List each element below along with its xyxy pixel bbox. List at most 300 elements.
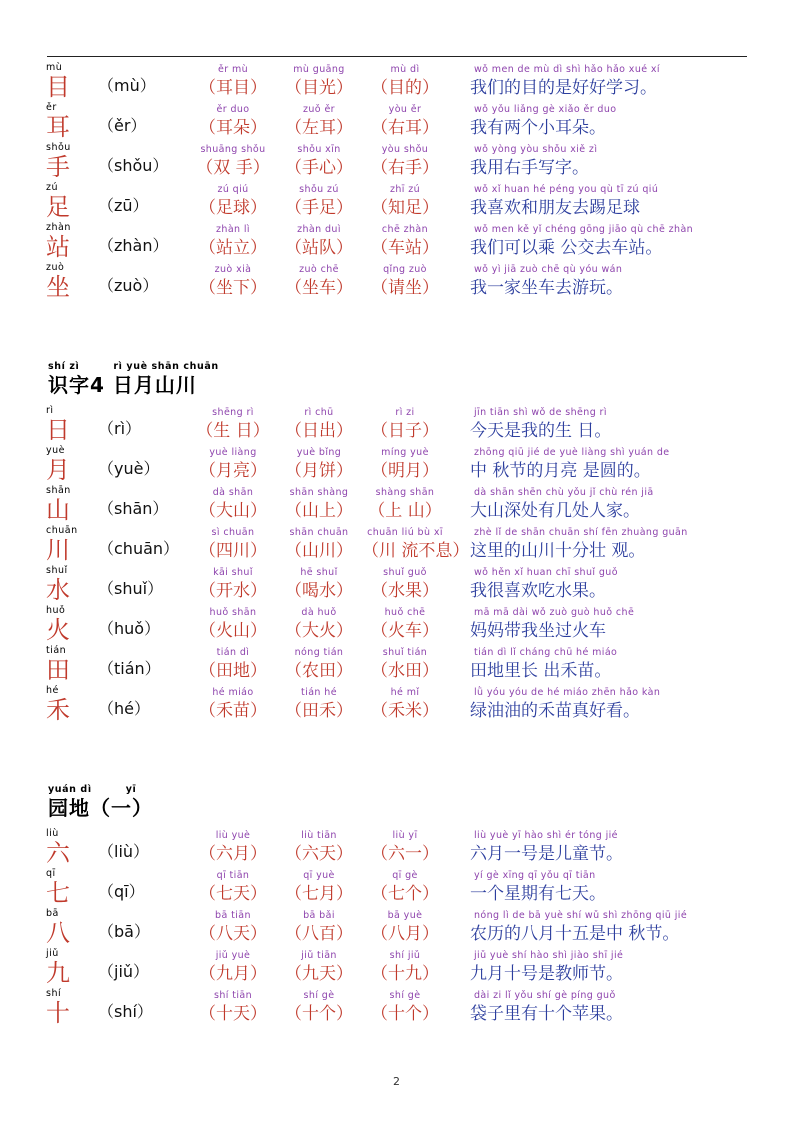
word-term: （车站） bbox=[371, 238, 439, 258]
sentence-pinyin: liù yuè yī hào shì ér tóng jié bbox=[474, 830, 618, 841]
sentence-cell bbox=[458, 567, 747, 604]
sentence-pinyin: wǒ yì jiā zuò chē qù yóu wán bbox=[474, 264, 623, 275]
sentence-cell bbox=[458, 407, 747, 444]
word-pinyin: bā bǎi bbox=[303, 910, 335, 921]
word-pinyin: qī tiān bbox=[216, 870, 250, 881]
words-cell bbox=[190, 264, 458, 301]
words-pinyin-line bbox=[190, 144, 458, 155]
character-pinyin: shǒu bbox=[46, 142, 71, 153]
character-glyph: 山 bbox=[46, 496, 70, 524]
words-pinyin-line bbox=[190, 687, 458, 698]
vocab-row bbox=[46, 141, 747, 181]
words-pinyin-line bbox=[190, 224, 458, 235]
section-pinyin-left: shí zì bbox=[48, 361, 80, 372]
words-cell bbox=[190, 647, 458, 684]
word-term: （耳朵） bbox=[199, 118, 267, 138]
character-pinyin: rì bbox=[46, 405, 54, 416]
character-cell bbox=[46, 566, 98, 604]
character-pinyin: qī bbox=[46, 868, 56, 879]
character-cell bbox=[46, 606, 98, 644]
word-pinyin: yuè liàng bbox=[209, 447, 257, 458]
word-term: （双 手） bbox=[196, 158, 270, 178]
sentence-pinyin: wǒ hěn xǐ huan chī shuǐ guǒ bbox=[474, 567, 618, 578]
character-cell bbox=[46, 143, 98, 181]
word-pinyin: bā tiān bbox=[215, 910, 251, 921]
word-term: （十个） bbox=[371, 1004, 439, 1024]
word-pinyin: shí jiǔ bbox=[389, 950, 421, 961]
word-pinyin: yòu shǒu bbox=[381, 144, 429, 155]
words-pinyin-line bbox=[190, 950, 458, 961]
word-term: （山川） bbox=[285, 541, 353, 561]
word-pinyin: bā yuè bbox=[387, 910, 423, 921]
character-reading: （zuò） bbox=[98, 276, 159, 295]
words-pinyin-line bbox=[190, 104, 458, 115]
word-term: （明月） bbox=[371, 461, 439, 481]
character-cell bbox=[46, 646, 98, 684]
sentence-cell bbox=[458, 64, 747, 101]
character-glyph: 站 bbox=[46, 233, 70, 261]
words-line bbox=[190, 155, 458, 181]
word-term: （目的） bbox=[371, 78, 439, 98]
vocab-row bbox=[46, 867, 747, 907]
word-pinyin: qǐng zuò bbox=[383, 264, 427, 275]
words-cell bbox=[190, 870, 458, 907]
sentence-pinyin: jīn tiān shì wǒ de shēng rì bbox=[474, 407, 607, 418]
words-cell bbox=[190, 407, 458, 444]
section-spacer bbox=[46, 301, 747, 335]
character-reading: （shí） bbox=[98, 1002, 153, 1021]
words-cell bbox=[190, 830, 458, 867]
words-pinyin-line bbox=[190, 527, 458, 538]
word-term: （坐车） bbox=[285, 278, 353, 298]
word-term: （农田） bbox=[285, 661, 353, 681]
character-cell bbox=[46, 223, 98, 261]
character-glyph: 十 bbox=[46, 999, 70, 1027]
word-term: （站队） bbox=[285, 238, 353, 258]
words-line bbox=[190, 115, 458, 141]
word-pinyin: zhī zú bbox=[389, 184, 421, 195]
word-term: （请坐） bbox=[371, 278, 439, 298]
vocab-row bbox=[46, 61, 747, 101]
character-cell bbox=[46, 486, 98, 524]
word-pinyin: tián dì bbox=[216, 647, 250, 658]
word-term: （川 流不息） bbox=[362, 541, 470, 561]
character-reading: （jiǔ） bbox=[98, 962, 150, 981]
character-reading: （bā） bbox=[98, 922, 150, 941]
words-line bbox=[190, 881, 458, 907]
word-pinyin: kāi shuǐ bbox=[213, 567, 253, 578]
word-term: （日子） bbox=[371, 421, 439, 441]
words-pinyin-line bbox=[190, 447, 458, 458]
word-term: （水田） bbox=[371, 661, 439, 681]
character-glyph: 足 bbox=[46, 193, 70, 221]
word-term: （水果） bbox=[371, 581, 439, 601]
section-header bbox=[46, 784, 747, 821]
sentence-text: 我喜欢和朋友去踢足球 bbox=[470, 198, 640, 218]
sentence-pinyin: wǒ men de mù dì shì hǎo hǎo xué xí bbox=[474, 64, 660, 75]
character-pinyin: ěr bbox=[46, 102, 57, 113]
section-title: 园地（一） bbox=[48, 796, 153, 820]
sentence-text: 农历的八月十五是中 秋节。 bbox=[470, 924, 680, 944]
top-divider bbox=[47, 56, 747, 57]
words-cell bbox=[190, 990, 458, 1027]
words-cell bbox=[190, 607, 458, 644]
section-header-pinyin bbox=[48, 361, 747, 372]
word-pinyin: shuǐ tián bbox=[382, 647, 428, 658]
sentence-cell bbox=[458, 990, 747, 1027]
word-term: （十个） bbox=[285, 1004, 353, 1024]
vocab-row bbox=[46, 947, 747, 987]
word-pinyin: dà huǒ bbox=[301, 607, 337, 618]
sentence-cell bbox=[458, 527, 747, 564]
character-glyph: 田 bbox=[46, 656, 70, 684]
character-cell bbox=[46, 909, 98, 947]
word-term: （大火） bbox=[285, 621, 353, 641]
sentence-pinyin: wǒ xǐ huan hé péng you qù tī zú qiú bbox=[474, 184, 659, 195]
vocab-row bbox=[46, 827, 747, 867]
section-title: 识字4 日月山川 bbox=[48, 373, 197, 397]
word-pinyin: yuè bǐng bbox=[296, 447, 342, 458]
word-pinyin: dà shān bbox=[212, 487, 254, 498]
word-term: （八月） bbox=[371, 924, 439, 944]
word-pinyin: shēng rì bbox=[212, 407, 254, 418]
word-pinyin: míng yuè bbox=[381, 447, 429, 458]
word-term: （禾米） bbox=[371, 701, 439, 721]
character-glyph: 目 bbox=[46, 73, 70, 101]
words-line bbox=[190, 418, 458, 444]
words-pinyin-line bbox=[190, 607, 458, 618]
character-cell bbox=[46, 406, 98, 444]
character-reading: （huǒ） bbox=[98, 619, 161, 638]
character-pinyin: yuè bbox=[46, 445, 65, 456]
word-pinyin: tián hé bbox=[301, 687, 337, 698]
character-cell bbox=[46, 686, 98, 724]
word-pinyin: mù dì bbox=[390, 64, 420, 75]
word-term: （坐下） bbox=[199, 278, 267, 298]
sentence-cell bbox=[458, 647, 747, 684]
character-glyph: 六 bbox=[46, 839, 70, 867]
sentence-pinyin: wǒ men kě yǐ chéng gōng jiāo qù chē zhàn bbox=[474, 224, 694, 235]
character-glyph: 坐 bbox=[46, 273, 70, 301]
character-reading: （ěr） bbox=[98, 116, 147, 135]
word-term: （月亮） bbox=[199, 461, 267, 481]
word-pinyin: zhàn duì bbox=[297, 224, 341, 235]
character-pinyin: tián bbox=[46, 645, 67, 656]
section-header bbox=[46, 361, 747, 398]
words-line bbox=[190, 195, 458, 221]
character-cell bbox=[46, 103, 98, 141]
vocab-row bbox=[46, 684, 747, 724]
word-pinyin: shí tiān bbox=[213, 990, 253, 1001]
word-pinyin: ěr mù bbox=[217, 64, 249, 75]
sentence-cell bbox=[458, 487, 747, 524]
words-cell bbox=[190, 687, 458, 724]
sentence-cell bbox=[458, 264, 747, 301]
word-pinyin: huǒ shān bbox=[209, 607, 257, 618]
character-reading: （hé） bbox=[98, 699, 150, 718]
words-line bbox=[190, 578, 458, 604]
word-pinyin: zuò chē bbox=[299, 264, 339, 275]
words-line bbox=[190, 658, 458, 684]
vocab-row bbox=[46, 444, 747, 484]
word-pinyin: zhàn lì bbox=[216, 224, 250, 235]
word-pinyin: shí gè bbox=[303, 990, 335, 1001]
words-cell bbox=[190, 64, 458, 101]
content-area bbox=[46, 61, 747, 1027]
character-glyph: 九 bbox=[46, 959, 70, 987]
sentence-cell bbox=[458, 104, 747, 141]
character-reading: （yuè） bbox=[98, 459, 160, 478]
character-pinyin: zú bbox=[46, 182, 59, 193]
character-glyph: 八 bbox=[46, 919, 70, 947]
words-cell bbox=[190, 567, 458, 604]
sentence-text: 我很喜欢吃水果。 bbox=[470, 581, 606, 601]
character-reading: （tián） bbox=[98, 659, 161, 678]
character-reading: （zhàn） bbox=[98, 236, 169, 255]
character-glyph: 七 bbox=[46, 879, 70, 907]
words-cell bbox=[190, 447, 458, 484]
character-reading: （mù） bbox=[98, 76, 156, 95]
word-pinyin: shǒu zú bbox=[299, 184, 339, 195]
word-term: （七个） bbox=[371, 884, 439, 904]
vocab-row bbox=[46, 404, 747, 444]
vocab-row bbox=[46, 604, 747, 644]
word-term: （生 日） bbox=[196, 421, 270, 441]
words-line bbox=[190, 275, 458, 301]
word-pinyin: hé mǐ bbox=[390, 687, 420, 698]
character-pinyin: liù bbox=[46, 828, 59, 839]
character-pinyin: chuān bbox=[46, 525, 78, 536]
word-term: （手心） bbox=[285, 158, 353, 178]
character-pinyin: shí bbox=[46, 988, 62, 999]
word-pinyin: liù yuè bbox=[215, 830, 251, 841]
sentence-pinyin: jiǔ yuè shí hào shì jiào shī jié bbox=[474, 950, 624, 961]
word-term: （右耳） bbox=[371, 118, 439, 138]
words-line bbox=[190, 75, 458, 101]
section-pinyin-right: yī bbox=[125, 784, 137, 795]
sentence-text: 这里的山川十分壮 观。 bbox=[470, 541, 646, 561]
words-pinyin-line bbox=[190, 407, 458, 418]
word-term: （七月） bbox=[285, 884, 353, 904]
sentence-pinyin: nóng lì de bā yuè shí wǔ shì zhōng qiū jié bbox=[474, 910, 688, 921]
word-pinyin: yòu ěr bbox=[388, 104, 422, 115]
character-cell bbox=[46, 949, 98, 987]
character-reading: （shān） bbox=[98, 499, 169, 518]
character-glyph: 月 bbox=[46, 456, 70, 484]
character-reading: （shuǐ） bbox=[98, 579, 164, 598]
word-term: （大山） bbox=[199, 501, 267, 521]
character-reading: （chuān） bbox=[98, 539, 180, 558]
character-cell bbox=[46, 183, 98, 221]
character-pinyin: shān bbox=[46, 485, 71, 496]
word-term: （手足） bbox=[285, 198, 353, 218]
words-cell bbox=[190, 527, 470, 564]
section-shizi4 bbox=[46, 301, 747, 724]
sentence-text: 绿油油的禾苗真好看。 bbox=[470, 701, 640, 721]
section-pinyin-left: yuán dì bbox=[48, 784, 92, 795]
words-line bbox=[190, 498, 458, 524]
word-pinyin: ěr duo bbox=[216, 104, 250, 115]
vocab-row bbox=[46, 644, 747, 684]
sentence-pinyin: tián dì lǐ cháng chū hé miáo bbox=[474, 647, 618, 658]
words-cell bbox=[190, 950, 458, 987]
sentence-cell bbox=[458, 870, 747, 907]
sentence-text: 我有两个小耳朵。 bbox=[470, 118, 606, 138]
word-term: （六一） bbox=[371, 844, 439, 864]
word-term: （七天） bbox=[199, 884, 267, 904]
words-pinyin-line bbox=[190, 830, 458, 841]
sentence-cell bbox=[458, 950, 747, 987]
character-glyph: 水 bbox=[46, 576, 70, 604]
word-pinyin: liù yī bbox=[392, 830, 418, 841]
word-pinyin: shuāng shǒu bbox=[200, 144, 266, 155]
sentence-text: 一个星期有七天。 bbox=[470, 884, 606, 904]
sentence-text: 我用右手写字。 bbox=[470, 158, 589, 178]
word-pinyin: zuǒ ěr bbox=[303, 104, 335, 115]
word-term: （六天） bbox=[285, 844, 353, 864]
words-cell bbox=[190, 224, 458, 261]
word-term: （站立） bbox=[199, 238, 267, 258]
word-term: （右手） bbox=[371, 158, 439, 178]
character-glyph: 火 bbox=[46, 616, 70, 644]
word-term: （山上） bbox=[285, 501, 353, 521]
character-cell bbox=[46, 263, 98, 301]
sentence-cell bbox=[458, 144, 747, 181]
page-number: 2 bbox=[393, 1075, 400, 1088]
word-term: （开水） bbox=[199, 581, 267, 601]
word-pinyin: nóng tián bbox=[294, 647, 344, 658]
vocab-row bbox=[46, 221, 747, 261]
character-glyph: 川 bbox=[46, 536, 70, 564]
word-term: （目光） bbox=[285, 78, 353, 98]
word-term: （九天） bbox=[285, 964, 353, 984]
word-term: （八天） bbox=[199, 924, 267, 944]
character-reading: （qī） bbox=[98, 882, 145, 901]
sentence-text: 袋子里有十个苹果。 bbox=[470, 1004, 623, 1024]
word-pinyin: hē shuǐ bbox=[300, 567, 338, 578]
words-pinyin-line bbox=[190, 264, 458, 275]
word-pinyin: mù guāng bbox=[293, 64, 345, 75]
words-pinyin-line bbox=[190, 184, 458, 195]
word-term: （日出） bbox=[285, 421, 353, 441]
sentence-text: 大山深处有几处人家。 bbox=[470, 501, 640, 521]
words-cell bbox=[190, 910, 458, 947]
word-pinyin: qī yuè bbox=[303, 870, 335, 881]
character-pinyin: zhàn bbox=[46, 222, 71, 233]
sentence-text: 妈妈带我坐过火车 bbox=[470, 621, 606, 641]
words-pinyin-line bbox=[190, 990, 458, 1001]
sentence-cell bbox=[458, 830, 747, 867]
word-term: （四川） bbox=[199, 541, 267, 561]
sentence-text: 九月十号是教师节。 bbox=[470, 964, 623, 984]
word-term: （禾苗） bbox=[199, 701, 267, 721]
words-line bbox=[190, 458, 458, 484]
words-cell bbox=[190, 144, 458, 181]
words-line bbox=[190, 618, 458, 644]
section-pinyin-right: rì yuè shān chuān bbox=[113, 361, 219, 372]
word-term: （田禾） bbox=[285, 701, 353, 721]
sentence-cell bbox=[458, 607, 747, 644]
sentence-pinyin: yí gè xīng qī yǒu qī tiān bbox=[474, 870, 596, 881]
words-pinyin-line bbox=[190, 910, 458, 921]
character-glyph: 耳 bbox=[46, 113, 70, 141]
sentence-pinyin: wǒ yǒu liǎng gè xiǎo ěr duo bbox=[474, 104, 617, 115]
vocab-row bbox=[46, 101, 747, 141]
word-pinyin: rì zi bbox=[395, 407, 415, 418]
character-pinyin: mù bbox=[46, 62, 63, 73]
word-term: （十九） bbox=[371, 964, 439, 984]
character-glyph: 禾 bbox=[46, 696, 70, 724]
character-pinyin: huǒ bbox=[46, 605, 66, 616]
words-line bbox=[190, 538, 470, 564]
words-line bbox=[190, 921, 458, 947]
word-pinyin: huǒ chē bbox=[384, 607, 426, 618]
word-pinyin: shí gè bbox=[389, 990, 421, 1001]
words-cell bbox=[190, 104, 458, 141]
sentence-text: 中 秋节的月亮 是圆的。 bbox=[470, 461, 651, 481]
word-pinyin: jiǔ yuè bbox=[215, 950, 251, 961]
character-cell bbox=[46, 446, 98, 484]
word-term: （耳目） bbox=[199, 78, 267, 98]
sentence-text: 六月一号是儿童节。 bbox=[470, 844, 623, 864]
word-term: （九月） bbox=[199, 964, 267, 984]
words-line bbox=[190, 235, 458, 261]
words-line bbox=[190, 1001, 458, 1027]
words-cell bbox=[190, 487, 458, 524]
section-spacer bbox=[46, 724, 747, 758]
section-yuandi1 bbox=[46, 724, 747, 1027]
character-cell bbox=[46, 989, 98, 1027]
character-reading: （liù） bbox=[98, 842, 150, 861]
sentence-text: 我们的目的是好好学习。 bbox=[470, 78, 657, 98]
words-pinyin-line bbox=[190, 870, 458, 881]
section-header-pinyin bbox=[48, 784, 747, 795]
word-term: （月饼） bbox=[285, 461, 353, 481]
word-term: （火山） bbox=[199, 621, 267, 641]
character-reading: （shǒu） bbox=[98, 156, 169, 175]
section-continued bbox=[46, 61, 747, 301]
character-cell bbox=[46, 829, 98, 867]
word-term: （八百） bbox=[285, 924, 353, 944]
word-pinyin: shǒu xīn bbox=[297, 144, 341, 155]
sentence-text: 今天是我的生 日。 bbox=[470, 421, 612, 441]
word-pinyin: jiǔ tiān bbox=[301, 950, 337, 961]
word-pinyin: zú qiú bbox=[217, 184, 249, 195]
word-pinyin: liù tiān bbox=[301, 830, 337, 841]
words-cell bbox=[190, 184, 458, 221]
word-term: （十天） bbox=[199, 1004, 267, 1024]
character-pinyin: jiǔ bbox=[46, 948, 59, 959]
sentence-pinyin: zhè lǐ de shān chuān shí fēn zhuàng guān bbox=[474, 527, 688, 538]
sentence-cell bbox=[458, 687, 747, 724]
word-term: （足球） bbox=[199, 198, 267, 218]
words-pinyin-line bbox=[190, 647, 458, 658]
sentence-pinyin: wǒ yòng yòu shǒu xiě zì bbox=[474, 144, 598, 155]
sentence-pinyin: zhōng qiū jié de yuè liàng shì yuán de bbox=[474, 447, 670, 458]
word-term: （喝水） bbox=[285, 581, 353, 601]
vocab-row bbox=[46, 564, 747, 604]
words-line bbox=[190, 698, 458, 724]
character-pinyin: hé bbox=[46, 685, 59, 696]
words-pinyin-line bbox=[190, 487, 458, 498]
word-pinyin: shàng shān bbox=[375, 487, 435, 498]
character-cell bbox=[46, 63, 98, 101]
vocab-row bbox=[46, 181, 747, 221]
sentence-cell bbox=[458, 224, 747, 261]
sentence-cell bbox=[458, 910, 747, 947]
vocab-row bbox=[46, 484, 747, 524]
sentence-pinyin: lǜ yóu yóu de hé miáo zhēn hǎo kàn bbox=[474, 687, 661, 698]
